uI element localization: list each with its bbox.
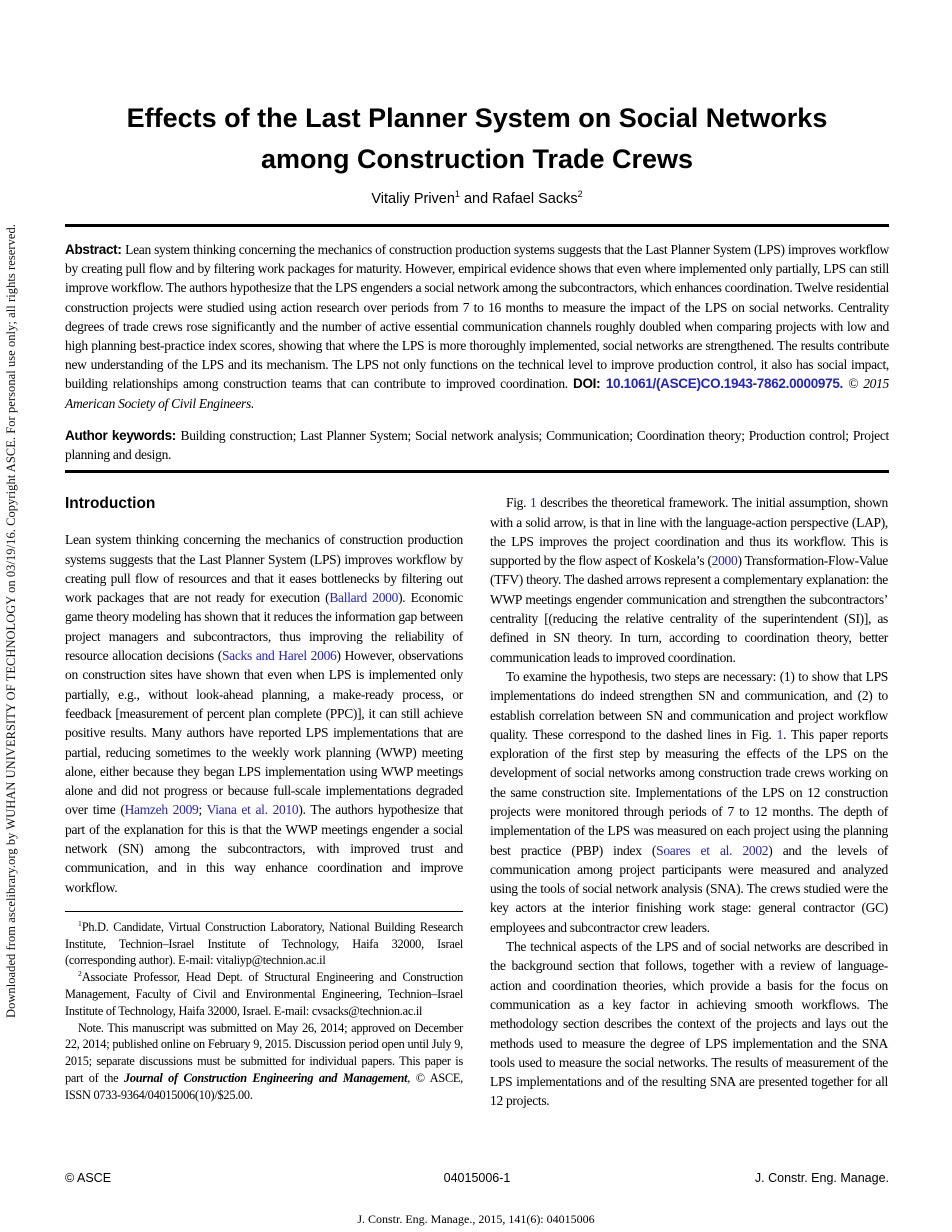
introduction-heading: Introduction bbox=[65, 495, 156, 513]
fig-1-link-2[interactable]: 1 bbox=[776, 726, 784, 742]
viana-2010-link[interactable]: Viana et al. 2010 bbox=[206, 802, 299, 818]
left-column bbox=[65, 493, 463, 1111]
footnote-2: $^2$Associate Professor, Head Dept. of Structural Engineering and Construction Management, Faculty of Civil and Environmental Engineering, Technion–Israel Institute of Technology, Haifa 32000, Israel. E-mail: cvsacks@technion.ac.il bbox=[65, 969, 463, 1018]
hamzeh-2009-link[interactable]: Hamzeh 2009 bbox=[124, 802, 199, 818]
footnote-1: $^1$Ph.D. Candidate, Virtual Construction Laboratory, National Building Research Institute, Technion–Israel Institute of Technology, Haifa 32000, Israel (corresponding author). E-mail: vitaliyp@technion.ac.il bbox=[65, 918, 463, 968]
page-footer bbox=[65, 1171, 889, 1185]
keywords-paragraph: Author keywords: Building construction; Last Planner System; Social network analysis; Communication; Coordination theory; Production control; Project planning and design. bbox=[65, 427, 889, 463]
paper-title bbox=[65, 98, 889, 180]
title-line-2: among Construction Trade Crews bbox=[260, 144, 694, 174]
footnote-note: Note. This manuscript was submitted on May 26, 2014; approved on December 22, 2014; published online on February 9, 2015. Discussion period open until July 9, 2015; separate discussions must be submitted for individual papers. This paper is part of the Journal of Construction Engineering and Management, © ASCE, ISSN 0733-9364/04015006(10)/$25.00. bbox=[65, 1020, 463, 1102]
authors-line: Vitaliy Priven$^1$ and Rafael Sacks$^2$ bbox=[371, 189, 583, 207]
footnotes-block bbox=[65, 911, 463, 1104]
theoretical-framework-paragraph: Fig. 1 describes the theoretical framework. The initial assumption, shown with a solid arrow, is that in line with the language-action perspective (LAP), the LPS improves the project coordination and thus its workflow. This is supported by the flow aspect of Koskela’s (2000) Transformation-Flow-Value (TFV) theory. The dashed arrows represent a complementary explanation: the WWP meetings engender communication and strengthen the subcontractors’ centrality [(reducing the relative centrality of the superintendent (SI)], as defined in SN theory. In turn, according to coordination theory, better communication leads to improved coordination. bbox=[490, 495, 888, 665]
introduction-paragraph: Lean system thinking concerning the mechanics of construction production systems suggests that the Last Planner System (LPS) improves workflow by creating pull flow of resources and that it eases bottlenecks by filtering out work packages that are not ready for execution (Ballard 2000). Economic game theory modeling has shown that it reduces the information gap between project managers and subcontractors, thus improving the reliability of resource allocation decisions (Sacks and Harel 2006) However, observations on construction sites have shown that even when LPS is implemented only partially, e.g., without look-ahead planning, a make-ready process, or feedback [measurement of percent plan complete (PPC)], it can still achieve positive results. Many authors have reported LPS implementations that are partial, reducing sometimes to the weekly work planning (WWP) meeting alone, either because they began LPS implementation using WWP meetings alone and did not progress or because full-scale implementations degraded over time (Hamzeh 2009; Viana et al. 2010). The authors hypothesize that part of the explanation for this is that the WWP meetings engender a social network (SN) among the subcontractors, with improved trust and communication, and in this way enhance coordination and improve workflow. bbox=[65, 532, 464, 895]
keywords-label: Author keywords: bbox=[65, 427, 181, 443]
footnote-divider bbox=[65, 911, 463, 912]
article bbox=[65, 0, 889, 1111]
footer-page-number: 04015006-1 bbox=[443, 1171, 511, 1185]
footer-copyright: © ASCE bbox=[65, 1171, 112, 1185]
paper-structure-paragraph: The technical aspects of the LPS and of social networks are described in the background section that follows, together with a review of language-action and coordination theories, which provide a basis for the focus on communication as a key factor in achieving smooth workflows. The methodology section describes the context of the projects and lays out the methods used to measure the degree of LPS implementation and the SNA tools used to measure the social networks. The results of measurement of the LPS implementations and of the resulting SNA are presented together for all 12 projects. bbox=[490, 939, 888, 1109]
citation-line: J. Constr. Eng. Manage., 2015, 141(6): 04015006 bbox=[357, 1212, 595, 1226]
footer-journal: J. Constr. Eng. Manage. bbox=[754, 1171, 890, 1185]
sacks-harel-2006-link[interactable]: Sacks and Harel 2006 bbox=[221, 648, 337, 664]
soares-2002-link[interactable]: Soares et al. 2002 bbox=[656, 842, 769, 858]
doi-link[interactable]: 10.1061/(ASCE)CO.1943-7862.0000975. bbox=[605, 376, 843, 392]
divider-above-abstract bbox=[65, 224, 889, 227]
koskela-2000-link[interactable]: 2000 bbox=[711, 553, 738, 569]
ballard-2000-link[interactable]: Ballard 2000 bbox=[329, 590, 399, 606]
abstract-label: Abstract: bbox=[65, 242, 126, 257]
two-column-body bbox=[65, 493, 889, 1111]
hypothesis-steps-paragraph: To examine the hypothesis, two steps are necessary: (1) to show that LPS implementations do indeed strengthen SN and communication, and (2) to establish correlation between SN and communication and project workflow quality. These correspond to the dashed lines in Fig. 1. This paper reports exploration of the first step by measuring the effects of the LPS on the development of social networks among construction trade crews working on the same construction site. Implementations of the LPS on 12 construction projects were monitored through periods of 7 to 12 months. The depth of implementation of the LPS was measured on each project using the planning best practice (PBP) index (Soares et al. 2002) and the levels of communication among project participants were measured and analyzed using the tools of social network analysis (SNA). The crews studied were the key actors at the interior finishing work stage: general contractor (GC) employees and subcontractor crew leaders. bbox=[490, 668, 889, 935]
sidebar-watermark-text: Downloaded from ascelibrary.org by WUHAN UNIVERSITY OF TECHNOLOGY on 03/19/16. Copyright ASCE. For personal use only; all rights reserved. bbox=[4, 224, 18, 1018]
title-line-1: Effects of the Last Planner System on Social Networks bbox=[126, 103, 828, 133]
fig-1-link[interactable]: 1 bbox=[530, 495, 537, 511]
abstract-paragraph: Abstract: Lean system thinking concerning the mechanics of construction production systems suggests that the Last Planner System (LPS) improves workflow by creating pull flow and by filtering work packages for maturity. However, empirical evidence shows that even where implemented only partially, LPS can still improve workflow. The authors hypothesize that the LPS engenders a social network among the subcontractors, which enhances coordination. Twelve residential construction projects were studied using action research over periods from 7 to 16 months to measure the impact of the LPS on social networks. Centrality degrees of trade crews rose significantly and the number of active essential communication channels roughly doubled when comparing projects with low and high planning best-practice index scores, showing that where the LPS is more thoroughly implemented, social networks are strengthened. The results contribute new understanding of the LPS and its mechanism. The LPS not only functions on the technical level to improve production control, it also has social impact, building relationships among construction teams that can contribute to improved coordination. DOI: 10.1061/(ASCE)CO.1943-7862.0000975. © 2015 American Society of Civil Engineers. bbox=[65, 242, 890, 411]
divider-below-keywords bbox=[65, 470, 889, 473]
right-column bbox=[490, 493, 888, 1111]
